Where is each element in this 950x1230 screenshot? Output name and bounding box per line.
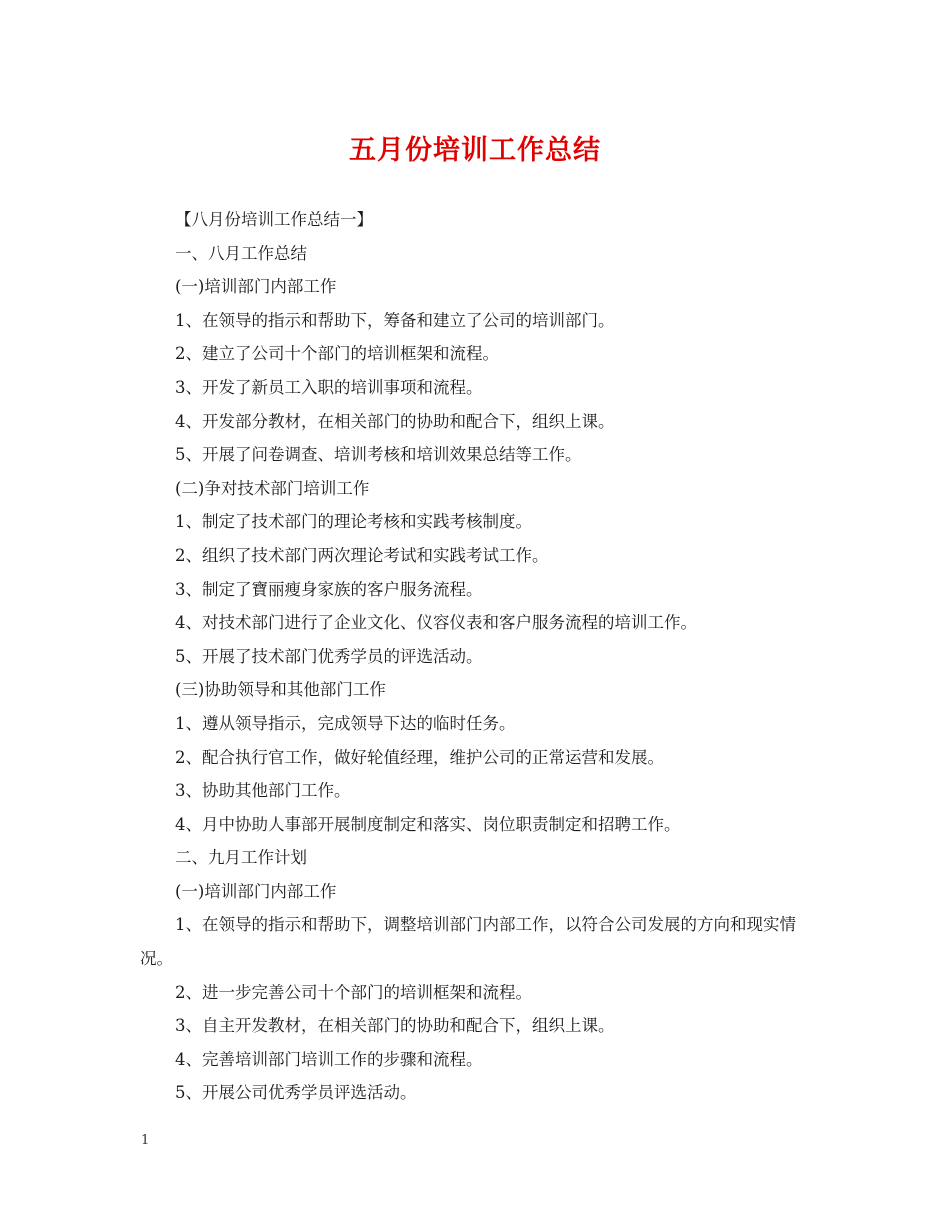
section-heading: 二、九月工作计划 (175, 848, 307, 868)
list-item: 3、制定了寶丽瘦身家族的客户服务流程。 (175, 579, 483, 599)
list-item: 4、完善培训部门培训工作的步骤和流程。 (175, 1049, 483, 1069)
list-item: 2、配合执行官工作，做好轮值经理，维护公司的正常运营和发展。 (175, 747, 664, 767)
section-heading: 一、八月工作总结 (175, 243, 307, 263)
list-item: 1、在领导的指示和帮助下，筹备和建立了公司的培训部门。 (175, 310, 615, 330)
list-item: 5、开展了技术部门优秀学员的评选活动。 (175, 646, 483, 666)
document-title: 五月份培训工作总结 (349, 135, 601, 166)
list-item: 3、开发了新员工入职的培训事项和流程。 (175, 377, 483, 397)
list-item: 2、组织了技术部门两次理论考试和实践考试工作。 (175, 545, 549, 565)
list-item: 5、开展了问卷调查、培训考核和培训效果总结等工作。 (175, 445, 582, 465)
subsection-heading: (一)培训部门内部工作 (175, 277, 337, 297)
subsection-heading: (一)培训部门内部工作 (175, 881, 337, 901)
subsection-heading: (二)争对技术部门培训工作 (175, 478, 370, 498)
page-number: 1 (141, 1133, 150, 1148)
list-item: 2、进一步完善公司十个部门的培训框架和流程。 (175, 982, 532, 1002)
list-item: 1、遵从领导指示，完成领导下达的临时任务。 (175, 713, 516, 733)
list-item: 5、开展公司优秀学员评选活动。 (175, 1083, 417, 1103)
list-item: 4、对技术部门进行了企业文化、仪容仪表和客户服务流程的培训工作。 (175, 613, 697, 633)
subsection-heading: (三)协助领导和其他部门工作 (175, 680, 386, 700)
list-item: 2、建立了公司十个部门的培训框架和流程。 (175, 344, 499, 364)
list-item: 1、制定了技术部门的理论考核和实践考核制度。 (175, 512, 532, 532)
list-item: 3、自主开发教材，在相关部门的协助和配合下，组织上课。 (175, 1016, 615, 1036)
list-item: 1、在领导的指示和帮助下，调整培训部门内部工作，以符合公司发展的方向和现实情况。 (140, 915, 796, 969)
list-item: 4、月中协助人事部开展制度制定和落实、岗位职责制定和招聘工作。 (175, 814, 681, 834)
section-heading: 【八月份培训工作总结一】 (175, 210, 373, 229)
list-item: 3、协助其他部门工作。 (175, 781, 351, 801)
document-body (140, 203, 812, 1110)
list-item: 4、开发部分教材，在相关部门的协助和配合下，组织上课。 (175, 411, 615, 431)
